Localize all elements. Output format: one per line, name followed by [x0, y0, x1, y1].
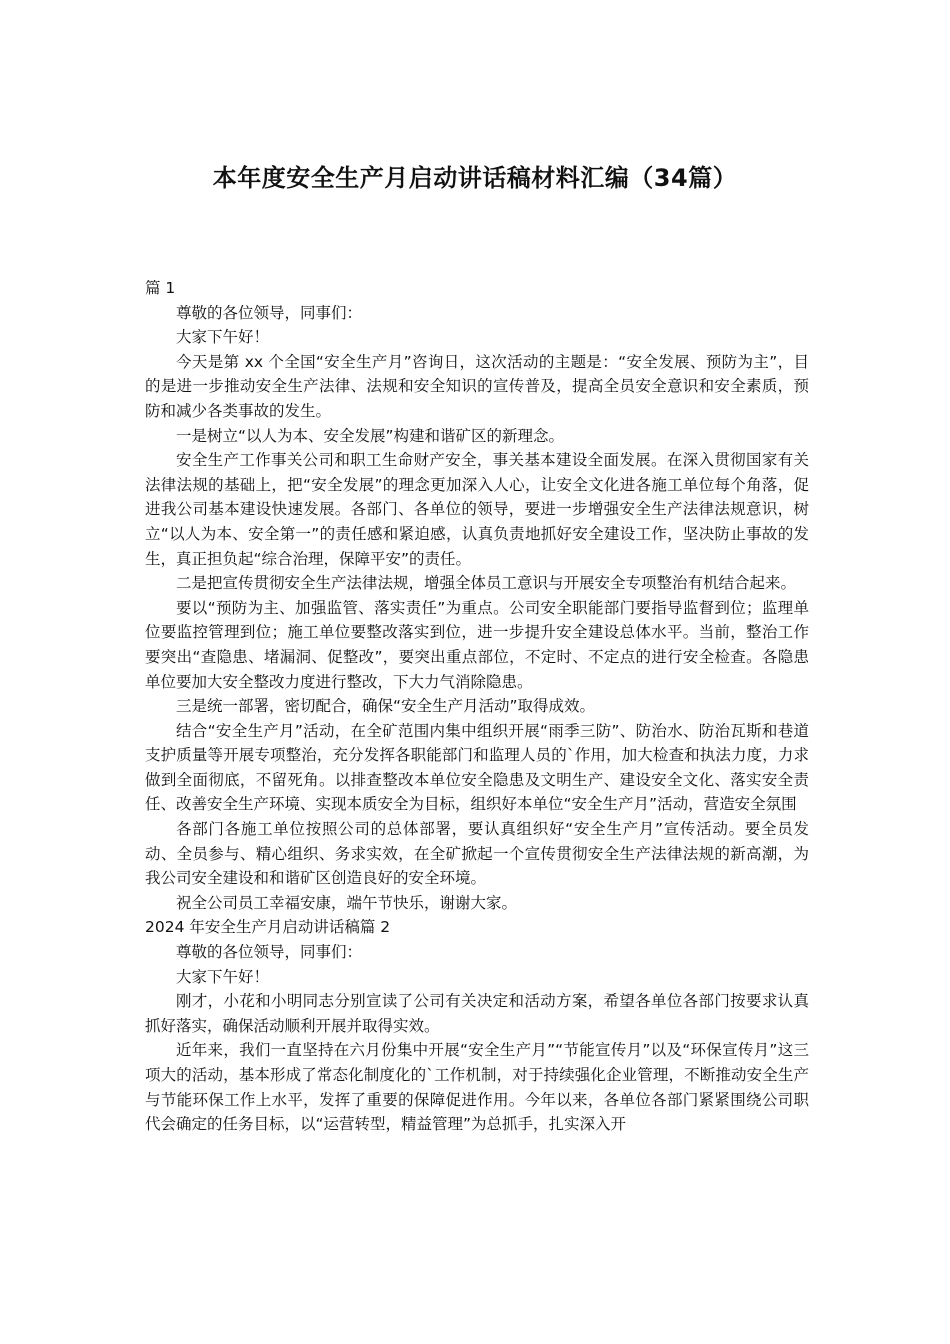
- body-paragraph: 尊敬的各位领导，同事们：: [176, 943, 363, 962]
- body-paragraph: 大家下午好！: [176, 328, 270, 347]
- body-paragraph: 安全生产工作事关公司和职工生命财产安全，事关基本建设全面发展。在深入贯彻国家有关法律法规的基础上，把“安全发展”的理念更加深入人心，让安全文化进各施工单位每个角落，促进我公司基本建设快速发展。各部门、各单位的领导，要进一步增强安全生产法律法规意识，树立“以人为本、安全第一”的责任感和紧迫感，认真负责地抓好安全建设工作，坚决防止事故的发生，真正担负起“综合治理，保障平安”的责任。: [145, 451, 809, 568]
- document-title: 本年度安全生产月启动讲话稿材料汇编（34篇）: [212, 164, 738, 192]
- body-paragraph: 二是把宣传贯彻安全生产法律法规，增强全体员工意识与开展安全专项整治有机结合起来。: [176, 574, 797, 593]
- body-paragraph: 祝全公司员工幸福安康，端午节快乐，谢谢大家。: [176, 893, 518, 912]
- body-paragraph: 今天是第 xx 个全国“安全生产月”咨询日，这次活动的主题是：“安全发展、预防为主”，目的是进一步推动安全生产法律、法规和安全知识的宣传普及，提高全员安全意识和安全素质，预防和减少各类事故的发生。: [145, 352, 809, 420]
- body-paragraph: 要以“预防为主、加强监管、落实责任”为重点。公司安全职能部门要指导监督到位；监理单位要监控管理到位；施工单位要整改落实到位，进一步提升安全建设总体水平。当前，整治工作要突出“查隐患、堵漏洞、促整改”，要突出重点部位，不定时、不定点的进行安全检查。各隐患单位要加大安全整改力度进行整改，下大力气消除隐患。: [145, 598, 809, 691]
- section-heading: 篇 1: [145, 279, 176, 297]
- body-paragraph: 三是统一部署，密切配合，确保“安全生产月活动”取得成效。: [176, 697, 596, 716]
- body-paragraph: 近年来，我们一直坚持在六月份集中开展“安全生产月”“节能宣传月”以及“环保宣传月”这三项大的活动，基本形成了常态化制度化的`工作机制，对于持续强化企业管理，不断推动安全生产与节能环保工作上水平，发挥了重要的保障促进作用。今年以来，各单位各部门紧紧围绕公司职代会确定的任务目标，以“运营转型，精益管理”为总抓手，扎实深入开: [145, 1041, 809, 1134]
- document-body: [145, 276, 809, 1137]
- section-heading: 2024 年安全生产月启动讲话稿篇 2: [145, 918, 391, 937]
- body-paragraph: 各部门各施工单位按照公司的总体部署，要认真组织好“安全生产月”宣传活动。要全员发动、全员参与、精心组织、务求实效，在全矿掀起一个宣传贯彻安全生产法律法规的新高潮，为我公司安全建设和和谐矿区创造良好的安全环境。: [145, 820, 809, 888]
- body-paragraph: 尊敬的各位领导，同事们：: [176, 303, 363, 322]
- body-paragraph: 刚才，小花和小明同志分别宣读了公司有关决定和活动方案，希望各单位各部门按要求认真抓好落实，确保活动顺利开展并取得实效。: [145, 992, 809, 1035]
- body-paragraph: 大家下午好！: [176, 967, 270, 986]
- body-paragraph: 一是树立“以人为本、安全发展”构建和谐矿区的新理念。: [176, 426, 565, 445]
- body-paragraph: 结合“安全生产月”活动，在全矿范围内集中组织开展“雨季三防”、防治水、防治瓦斯和巷道支护质量等开展专项整治，充分发挥各职能部门和监理人员的`作用，加大检查和执法力度，力求做到全面彻底，不留死角。以排查整改本单位安全隐患及文明生产、建设安全文化、落实安全责任、改善安全生产环境、实现本质安全为目标，组织好本单位“安全生产月”活动，营造安全氛围: [145, 721, 809, 814]
